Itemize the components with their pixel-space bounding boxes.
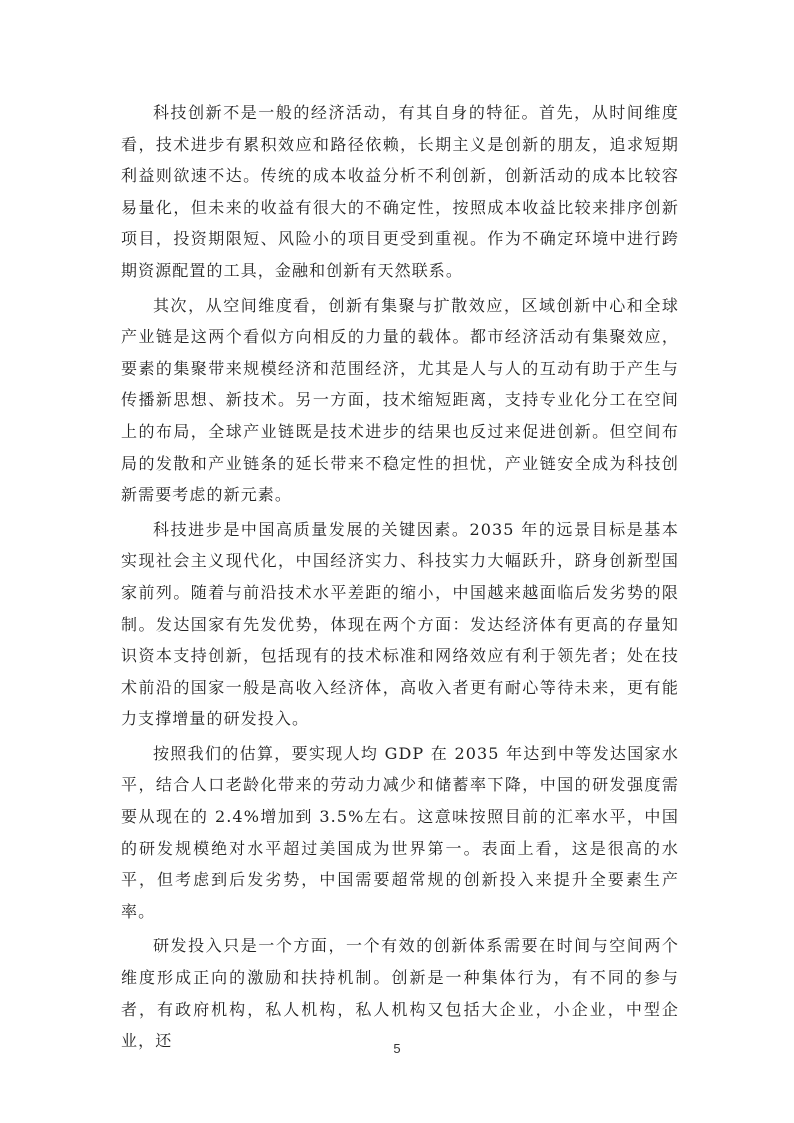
paragraph-4: 按照我们的估算，要实现人均 GDP 在 2035 年达到中等发达国家水平，结合人口老龄化带来的劳动力减少和储蓄率下降，中国的研发强度需要从现在的 2.4%增加到 3.5%左右。这意味按照目前的汇率水平，中国的研发规模绝对水平超过美国成为世界第一。表面上看，这是很高的水平，但考虑到后发劣势，中国需要超常规的创新投入来提升全要素生产率。	[121, 743, 679, 921]
paragraph-3: 科技进步是中国高质量发展的关键因素。2035 年的远景目标是基本实现社会主义现代化，中国经济实力、科技实力大幅跃升，跻身创新型国家前列。随着与前沿技术水平差距的缩小，中国越来越面临后发劣势的限制。发达国家有先发优势，体现在两个方面：发达经济体有更高的存量知识资本支持创新，包括现有的技术标准和网络效应有利于领先者；处在技术前沿的国家一般是高收入经济体，高收入者更有耐心等待未来，更有能力支撑增量的研发投入。	[121, 519, 679, 729]
paragraph-1: 科技创新不是一般的经济活动，有其自身的特征。首先，从时间维度看，技术进步有累积效应和路径依赖，长期主义是创新的朋友，追求短期利益则欲速不达。传统的成本收益分析不利创新，创新活动的成本比较容易量化，但未来的收益有很大的不确定性，按照成本收益比较来排序创新项目，投资期限短、风险小的项目更受到重视。作为不确定环境中进行跨期资源配置的工具，金融和创新有天然联系。	[121, 103, 679, 280]
paragraph-5: 研发投入只是一个方面，一个有效的创新体系需要在时间与空间两个维度形成正向的激励和扶持机制。创新是一种集体行为，有不同的参与者，有政府机构，私人机构，私人机构又包括大企业，小企业，中型企业，还	[121, 936, 679, 1051]
paragraph-2: 其次，从空间维度看，创新有集聚与扩散效应，区域创新中心和全球产业链是这两个看似方向相反的力量的载体。都市经济活动有集聚效应，要素的集聚带来规模经济和范围经济，尤其是人与人的互动有助于产生与传播新思想、新技术。另一方面，技术缩短距离，支持专业化分工在空间上的布局，全球产业链既是技术进步的结果也反过来促进创新。但空间布局的发散和产业链条的延长带来不稳定性的担忧，产业链安全成为科技创新需要考虑的新元素。	[121, 295, 679, 505]
page-number: 5	[393, 1041, 401, 1056]
body-text	[121, 97, 679, 1060]
